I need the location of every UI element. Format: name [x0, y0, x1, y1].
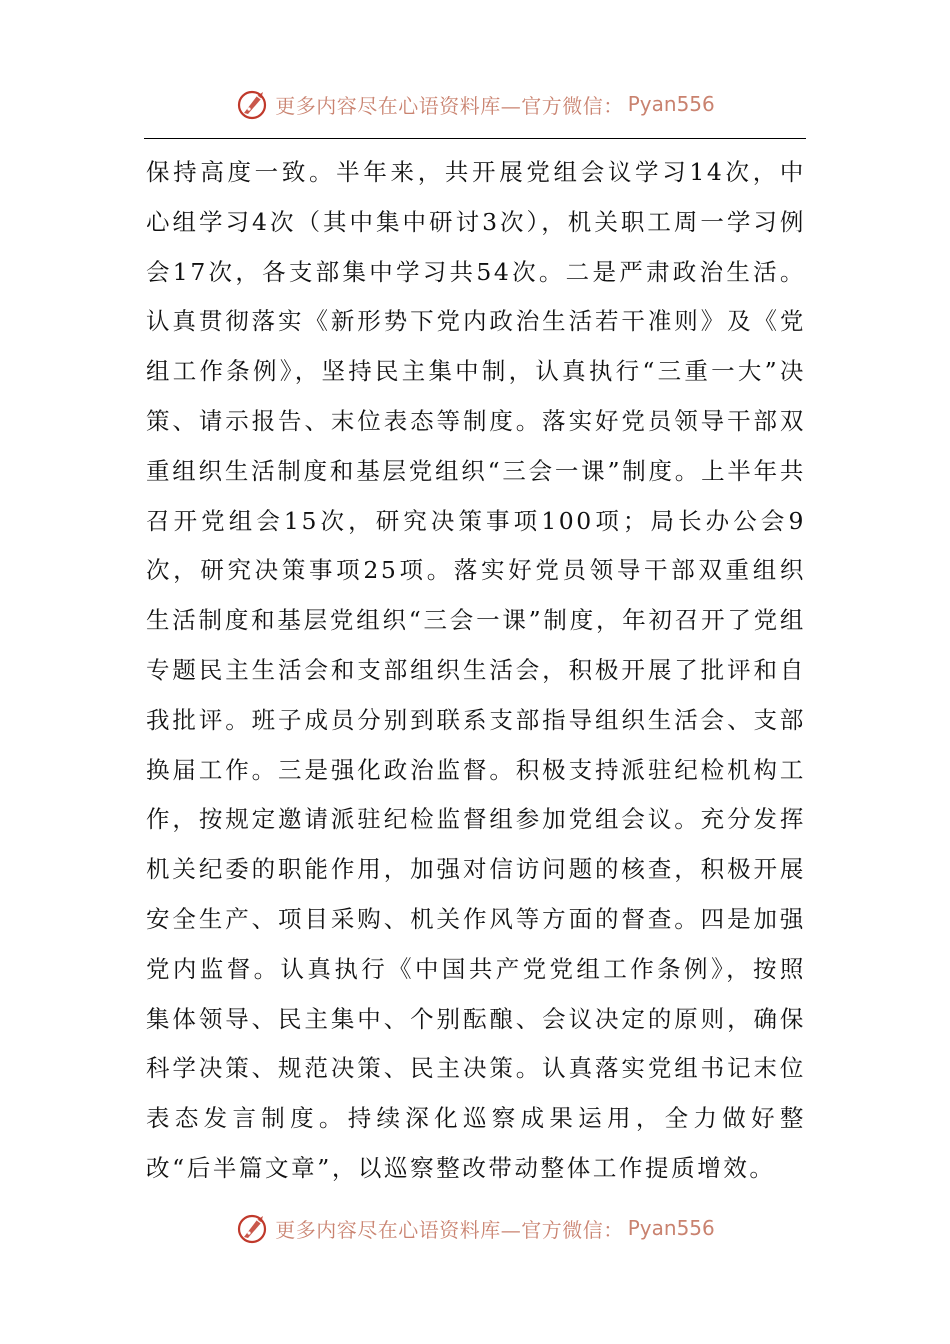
body-paragraph: 保持高度一致。半年来，共开展党组会议学习14次，中心组学习4次（其中集中研讨3次），机关职工周一学习例会17次，各支部集中学习共54次。二是严肃政治生活。认真贯彻落实《新形势下党内政治生活若干准则》及《党组工作条例》，坚持民主集中制，认真执行“三重一大”决策、请示报告、末位表态等制度。落实好党员领导干部双重组织生活制度和基层党组织“三会一课”制度。上半年共召开党组会15次，研究决策事项100项；局长办公会9次，研究决策事项25项。落实好党员领导干部双重组织生活制度和基层党组织“三会一课”制度，年初召开了党组专题民主生活会和支部组织生活会，积极开展了批评和自我批评。班子成员分别到联系支部指导组织生活会、支部换届工作。三是强化政治监督。积极支持派驻纪检机构工作，按规定邀请派驻纪检监督组参加党组会议。充分发挥机关纪委的职能作用，加强对信访问题的核查，积极开展安全生产、项目采购、机关作风等方面的督查。四是加强党内监督。认真执行《中国共产党党组工作条例》，按照集体领导、民主集中、个别酝酿、会议决定的原则，确保科学决策、规范决策、民主决策。认真落实党组书记末位表态发言制度。持续深化巡察成果运用，全力做好整改“后半篇文章”，以巡察整改带动整体工作提质增效。 [146, 158, 806, 1182]
footer-watermark-id: Pyan556 [627, 1216, 715, 1240]
header-watermark [0, 84, 950, 124]
header-watermark-id: Pyan556 [627, 92, 715, 116]
pen-nib-circle-icon [235, 86, 271, 122]
footer-watermark [0, 1208, 950, 1248]
footer-watermark-text: 更多内容尽在心语资料库—官方微信： [275, 1217, 624, 1242]
header-divider [144, 138, 806, 139]
pen-nib-circle-icon [235, 1210, 271, 1246]
header-watermark-text: 更多内容尽在心语资料库—官方微信： [275, 93, 624, 118]
